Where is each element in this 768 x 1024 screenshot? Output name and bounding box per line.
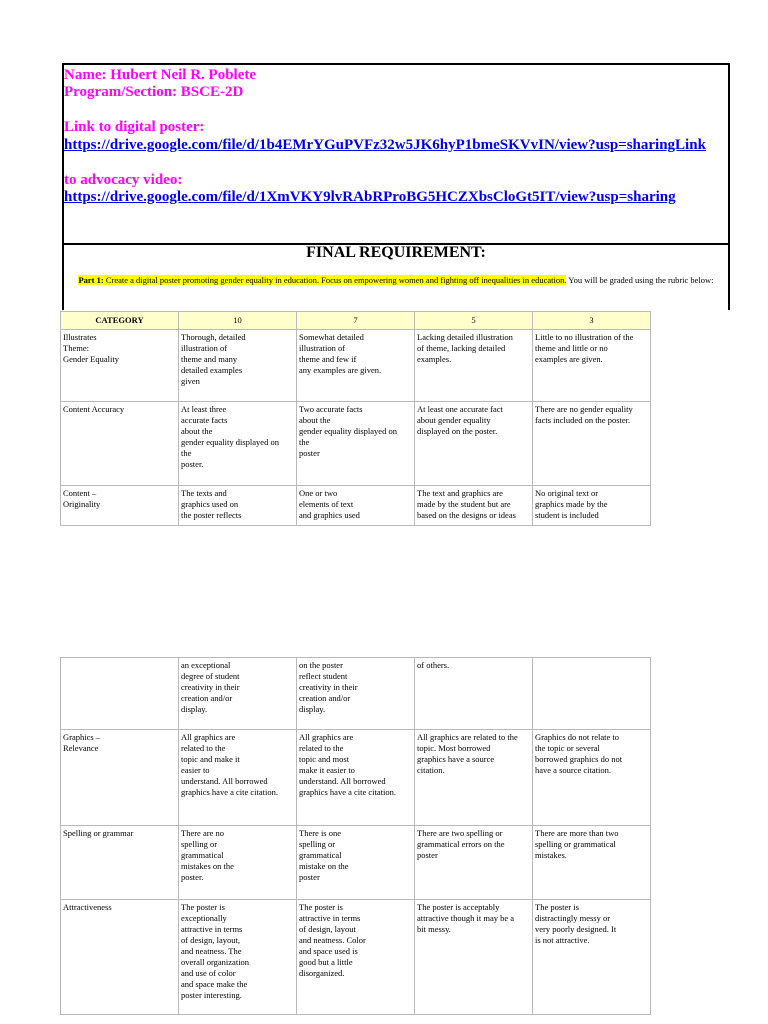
criteria-cell: Little to no illustration of the theme and little or no examples are given. — [533, 330, 651, 402]
category-cell — [61, 658, 179, 730]
category-cell: Content – Originality — [61, 486, 179, 526]
criteria-cell: an exceptional degree of student creativity in their creation and/or display. — [179, 658, 297, 730]
part-1-label: Part 1: — [78, 275, 104, 285]
criteria-cell: The poster is acceptably attractive though it may be a bit messy. — [415, 900, 533, 1015]
criteria-cell: Thorough, detailed illustration of theme and many detailed examples given — [179, 330, 297, 402]
header-score-10: 10 — [179, 312, 297, 330]
criteria-cell: The poster is distractingly messy or very poorly designed. It is not attractive. — [533, 900, 651, 1015]
criteria-cell: Lacking detailed illustration of theme, lacking detailed examples. — [415, 330, 533, 402]
criteria-cell: on the poster reflect student creativity in their creation and/or display. — [297, 658, 415, 730]
criteria-cell: The texts and graphics used on the poster reflects — [179, 486, 297, 526]
category-cell: Illustrates Theme: Gender Equality — [61, 330, 179, 402]
criteria-cell: One or two elements of text and graphics used — [297, 486, 415, 526]
table-row — [61, 486, 651, 526]
criteria-cell: The text and graphics are made by the student but are based on the designs or ideas — [415, 486, 533, 526]
criteria-cell: The poster is attractive in terms of design, layout and neatness. Color and space used is good but a little disorganized. — [297, 900, 415, 1015]
criteria-cell: Graphics do not relate to the topic or several borrowed graphics do not have a source citation. — [533, 730, 651, 826]
part-1-rest-text: You will be graded using the rubric below: — [566, 275, 714, 285]
category-cell: Graphics – Relevance — [61, 730, 179, 826]
video-link[interactable]: https://drive.google.com/file/d/1XmVKY9lvRAbRProBG5HCZXbsCloGt5IT/view?usp=sharing — [64, 189, 676, 205]
table-row — [61, 330, 651, 402]
criteria-cell: At least three accurate facts about the gender equality displayed on the poster. — [179, 402, 297, 486]
program-section: Program/Section: BSCE-2D — [64, 84, 244, 100]
final-requirement-title: FINAL REQUIREMENT: — [306, 244, 486, 261]
table-row — [61, 900, 651, 1015]
poster-link-label: Link to digital poster: — [64, 119, 205, 135]
table-row — [61, 402, 651, 486]
category-cell: Attractiveness — [61, 900, 179, 1015]
table-row — [61, 730, 651, 826]
criteria-cell: At least one accurate fact about gender equality displayed on the poster. — [415, 402, 533, 486]
criteria-cell: All graphics are related to the topic and most make it easier to understand. All borrowed graphics have a cite citation. — [297, 730, 415, 826]
header-category: CATEGORY — [61, 312, 179, 330]
criteria-cell: There are two spelling or grammatical errors on the poster — [415, 826, 533, 900]
table-row — [61, 826, 651, 900]
criteria-cell: Two accurate facts about the gender equality displayed on the poster — [297, 402, 415, 486]
rubric-table-page-1 — [60, 311, 651, 526]
table-row — [61, 658, 651, 730]
student-info-box — [62, 63, 730, 245]
criteria-cell: of others. — [415, 658, 533, 730]
rubric-header-row — [61, 312, 651, 330]
criteria-cell: No original text or graphics made by the student is included — [533, 486, 651, 526]
criteria-cell: All graphics are related to the topic and make it easier to understand. All borrowed graphics have a cite citation. — [179, 730, 297, 826]
criteria-cell: All graphics are related to the topic. Most borrowed graphics have a source citation. — [415, 730, 533, 826]
final-requirement-box — [62, 241, 730, 310]
category-cell: Spelling or grammar — [61, 826, 179, 900]
criteria-cell: Somewhat detailed illustration of theme and few if any examples are given. — [297, 330, 415, 402]
criteria-cell — [533, 658, 651, 730]
poster-link[interactable]: https://drive.google.com/file/d/1b4EMrYGuPVFz32w5JK6hyP1bmeSKVvIN/view?usp=sharingLink — [64, 137, 706, 153]
criteria-cell: There are no gender equality facts included on the poster. — [533, 402, 651, 486]
rubric-table-page-2 — [60, 657, 651, 1015]
student-name: Name: Hubert Neil R. Poblete — [64, 67, 257, 83]
header-score-3: 3 — [533, 312, 651, 330]
header-score-5: 5 — [415, 312, 533, 330]
part-1-highlighted-text: Create a digital poster promoting gender equality in education. Focus on empowering women and fighting off inequalities in education. — [103, 275, 567, 285]
category-cell: Content Accuracy — [61, 402, 179, 486]
criteria-cell: There are more than two spelling or grammatical mistakes. — [533, 826, 651, 900]
criteria-cell: The poster is exceptionally attractive in terms of design, layout, and neatness. The overall organization and use of color and space make the poster interesting. — [179, 900, 297, 1015]
part-1-instructions — [68, 275, 724, 286]
video-link-label: to advocacy video: — [64, 172, 183, 188]
header-score-7: 7 — [297, 312, 415, 330]
criteria-cell: There is one spelling or grammatical mistake on the poster — [297, 826, 415, 900]
criteria-cell: There are no spelling or grammatical mistakes on the poster. — [179, 826, 297, 900]
